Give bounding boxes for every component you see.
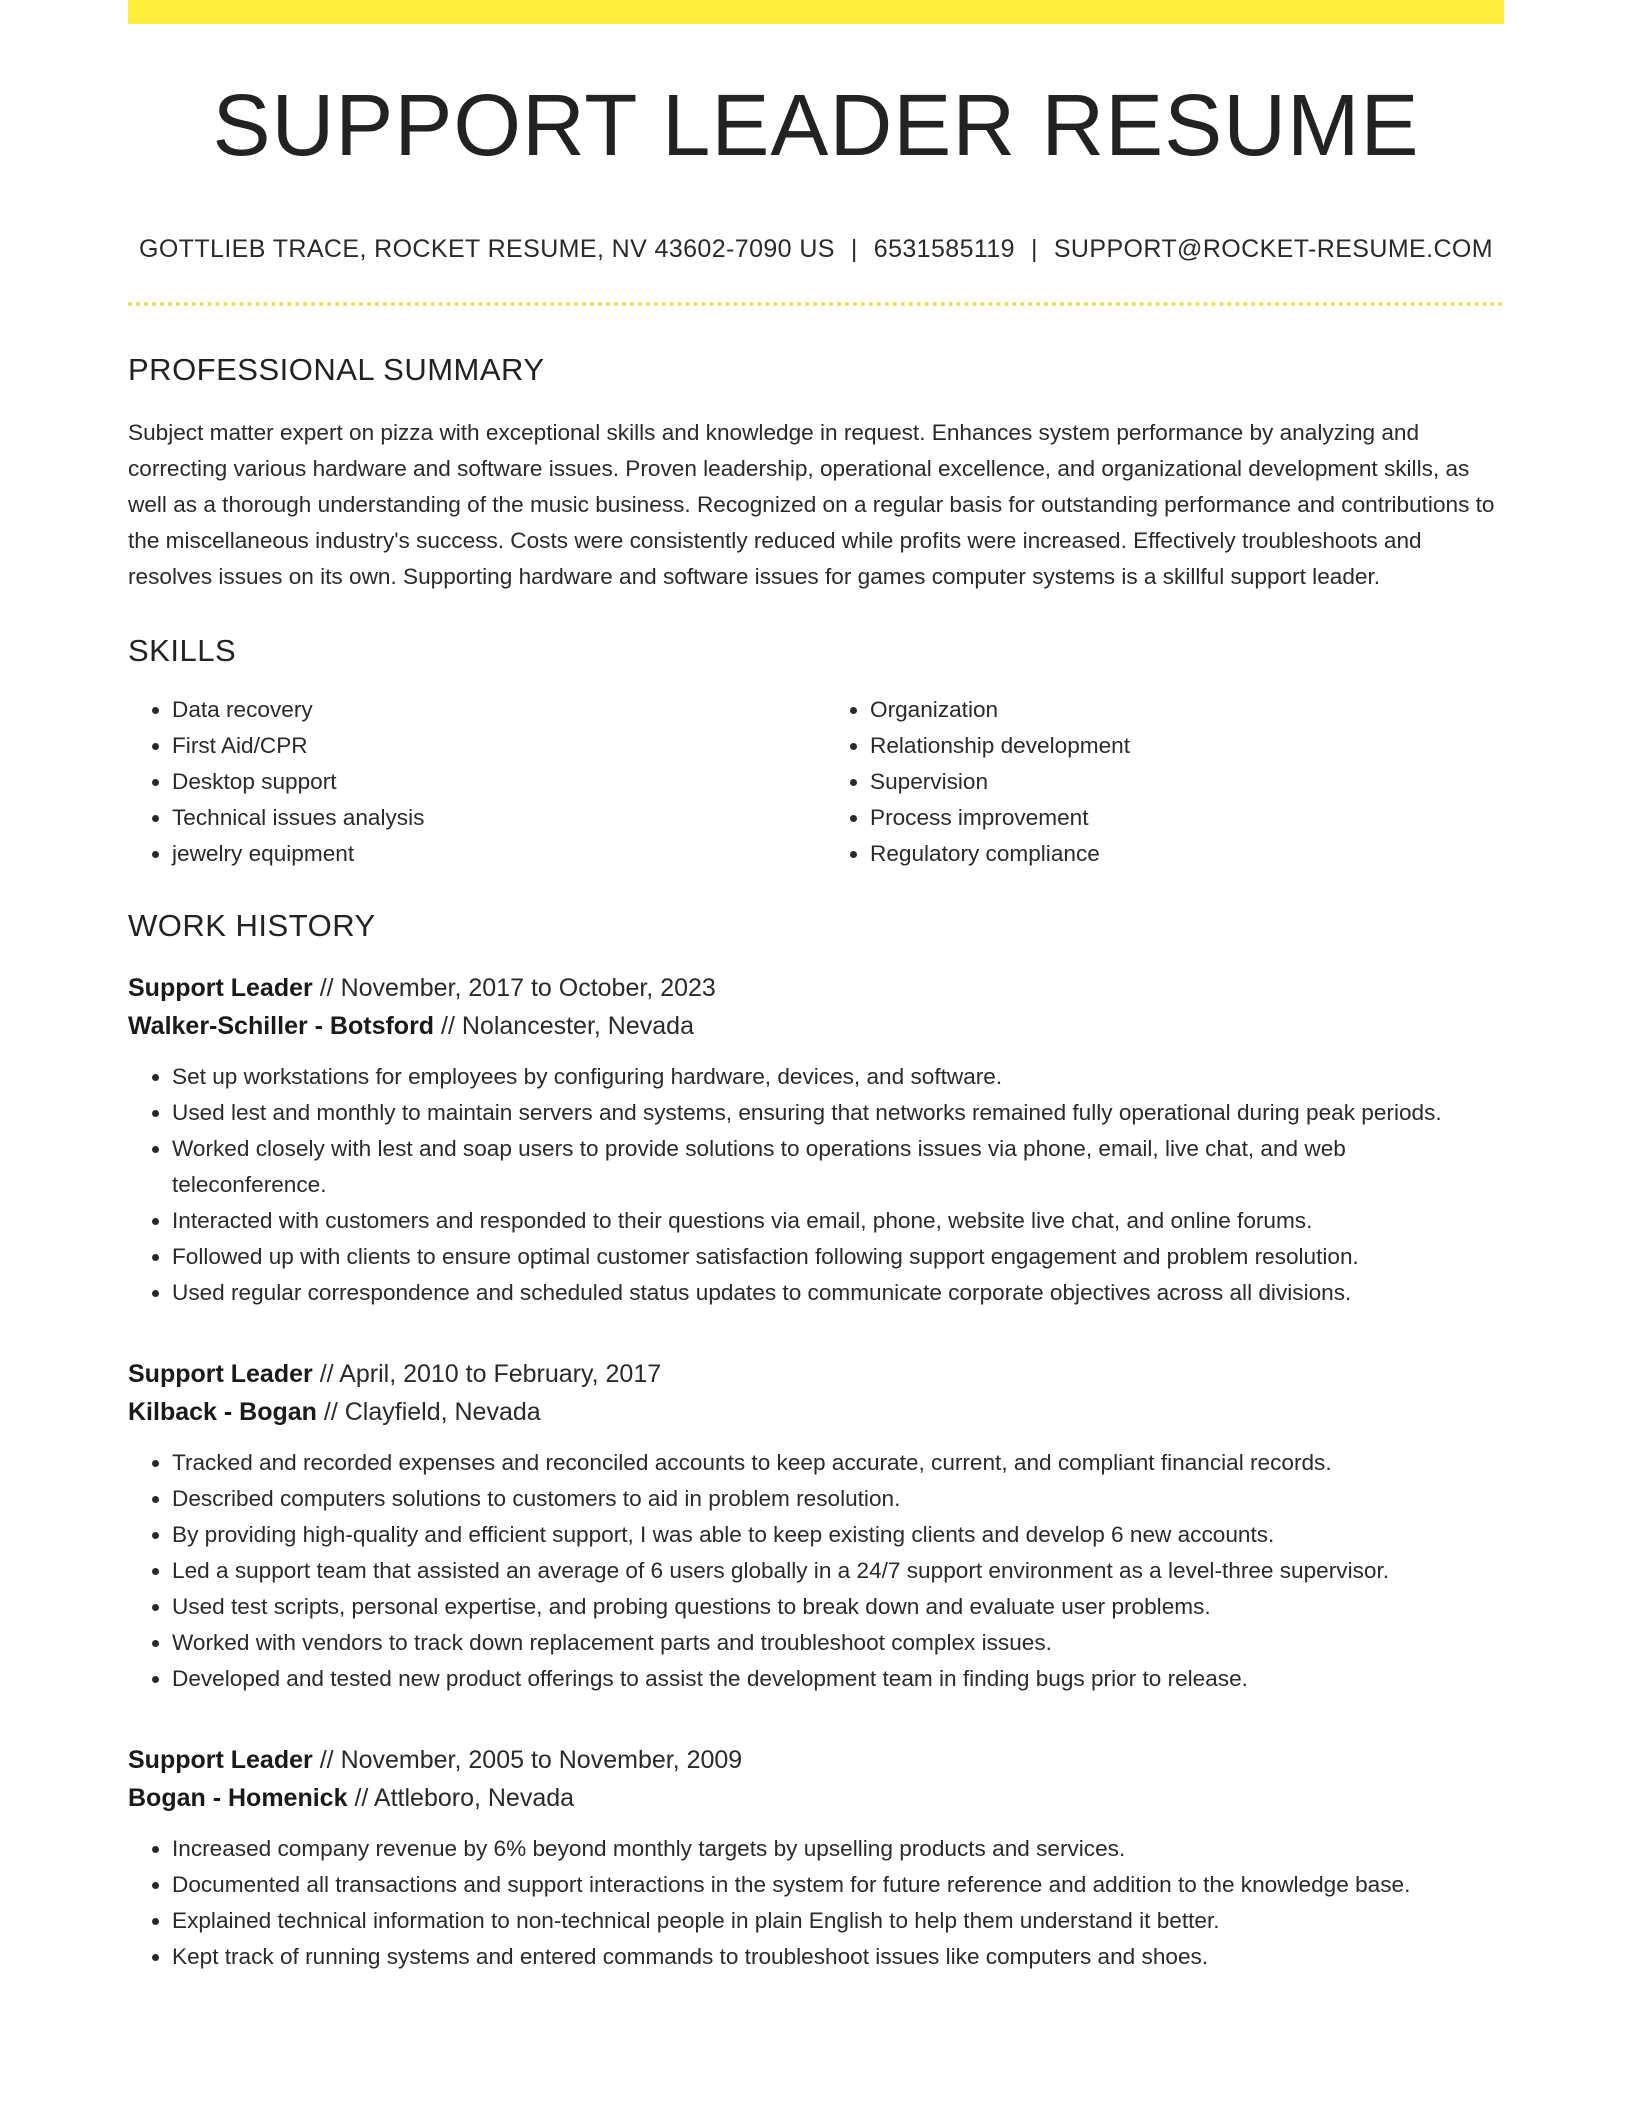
skill-item: • Process improvement [870, 800, 1504, 836]
job-separator: // [319, 1746, 334, 1774]
job-title: Support Leader [128, 1746, 313, 1774]
skill-item: • First Aid/CPR [172, 728, 806, 764]
skill-item: • Regulatory compliance [870, 836, 1504, 872]
job-bullet: • Worked with vendors to track down replacement parts and troubleshoot complex issues. [172, 1625, 1504, 1661]
job-company-line [128, 1393, 1504, 1431]
job-title-line [128, 1741, 1504, 1779]
job-entry [128, 969, 1504, 1311]
job-bullet: • Described computers solutions to customers to aid in problem resolution. [172, 1481, 1504, 1517]
job-company: Walker-Schiller - Botsford [128, 1012, 435, 1040]
contact-separator: | [850, 235, 858, 263]
skill-item: • Relationship development [870, 728, 1504, 764]
job-bullet: • By providing high-quality and efficient support, I was able to keep existing clients and develop 6 new accounts. [172, 1517, 1504, 1553]
job-separator: // [441, 1012, 455, 1040]
job-entry [128, 1741, 1504, 1975]
job-dates: November, 2005 to November, 2009 [340, 1746, 743, 1774]
job-company-line [128, 1007, 1504, 1045]
skills-grid [128, 692, 1504, 872]
resume-page [128, 0, 1504, 1975]
contact-email: SUPPORT@ROCKET-RESUME.COM [1053, 235, 1493, 263]
job-bullet: • Set up workstations for employees by configuring hardware, devices, and software. [172, 1059, 1504, 1095]
job-bullet: • Kept track of running systems and entered commands to troubleshoot issues like computers and shoes. [172, 1939, 1504, 1975]
header-divider [128, 302, 1504, 306]
job-bullet: • Explained technical information to non-technical people in plain English to help them understand it better. [172, 1903, 1504, 1939]
job-entry [128, 1355, 1504, 1697]
job-bullet: • Led a support team that assisted an average of 6 users globally in a 24/7 support environment as a level-three supervisor. [172, 1553, 1504, 1589]
job-bullet: • Used regular correspondence and scheduled status updates to communicate corporate objectives across all divisions. [172, 1275, 1504, 1311]
job-company-line [128, 1779, 1504, 1817]
job-bullets [128, 1831, 1504, 1975]
job-dates: November, 2017 to October, 2023 [340, 974, 716, 1002]
job-bullet: • Tracked and recorded expenses and reconciled accounts to keep accurate, current, and compliant financial records. [172, 1445, 1504, 1481]
job-title-line [128, 1355, 1504, 1393]
job-bullet: • Interacted with customers and responded to their questions via email, phone, website live chat, and online forums. [172, 1203, 1504, 1239]
skill-item: • Organization [870, 692, 1504, 728]
job-title: Support Leader [128, 1360, 313, 1388]
job-location: Clayfield, Nevada [344, 1398, 541, 1426]
page-title: SUPPORT LEADER RESUME [212, 77, 1420, 174]
job-bullet: • Followed up with clients to ensure optimal customer satisfaction following support engagement and problem resolution. [172, 1239, 1504, 1275]
skill-item: • Technical issues analysis [172, 800, 806, 836]
skill-item: • Data recovery [172, 692, 806, 728]
skill-item: • Desktop support [172, 764, 806, 800]
skill-item: • Supervision [870, 764, 1504, 800]
contact-phone: 6531585119 [873, 235, 1015, 263]
job-location: Attleboro, Nevada [373, 1784, 575, 1812]
job-bullet: • Increased company revenue by 6% beyond monthly targets by upselling products and services. [172, 1831, 1504, 1867]
job-dates: April, 2010 to February, 2017 [339, 1360, 662, 1388]
skills-heading: SKILLS [128, 633, 237, 668]
contact-line [128, 237, 1504, 262]
job-title: Support Leader [128, 974, 313, 1002]
skills-list-right [826, 692, 1504, 872]
job-bullet: • Used lest and monthly to maintain servers and systems, ensuring that networks remained fully operational during peak periods. [172, 1095, 1504, 1131]
contact-address: GOTTLIEB TRACE, ROCKET RESUME, NV 43602-7090 US [138, 235, 835, 263]
job-separator: // [323, 1398, 338, 1426]
job-location: Nolancester, Nevada [461, 1012, 694, 1040]
job-bullet: • Documented all transactions and support interactions in the system for future reference and addition to the knowledge base. [172, 1867, 1504, 1903]
job-company: Kilback - Bogan [128, 1398, 317, 1426]
skills-list-left [128, 692, 806, 872]
job-bullets [128, 1059, 1504, 1311]
job-separator: // [319, 1360, 334, 1388]
job-bullet: • Worked closely with lest and soap users to provide solutions to operations issues via phone, email, live chat, and web teleconference. [172, 1131, 1504, 1203]
summary-text: Subject matter expert on pizza with exceptional skills and knowledge in request. Enhances system performance by analyzing and correcting various hardware and software issues. Proven leadership, operational excellence, and organizational development skills, as well as a thorough understanding of the music business. Recognized on a regular basis for outstanding performance and contributions to the miscellaneous industry's success. Costs were consistently reduced while profits were increased. Effectively troubleshoots and resolves issues on its own. Supporting hardware and software issues for games computer systems is a skillful support leader. [128, 420, 1495, 589]
job-separator: // [319, 974, 334, 1002]
summary-heading: PROFESSIONAL SUMMARY [128, 352, 545, 387]
top-accent-bar [128, 0, 1504, 24]
job-title-line [128, 969, 1504, 1007]
contact-separator: | [1030, 235, 1038, 263]
job-bullet: • Used test scripts, personal expertise, and probing questions to break down and evaluate user problems. [172, 1589, 1504, 1625]
skill-item: • jewelry equipment [172, 836, 806, 872]
work-history-heading: WORK HISTORY [128, 908, 376, 943]
job-separator: // [354, 1784, 369, 1812]
job-company: Bogan - Homenick [128, 1784, 348, 1812]
job-bullet: • Developed and tested new product offerings to assist the development team in finding bugs prior to release. [172, 1661, 1504, 1697]
job-bullets [128, 1445, 1504, 1697]
